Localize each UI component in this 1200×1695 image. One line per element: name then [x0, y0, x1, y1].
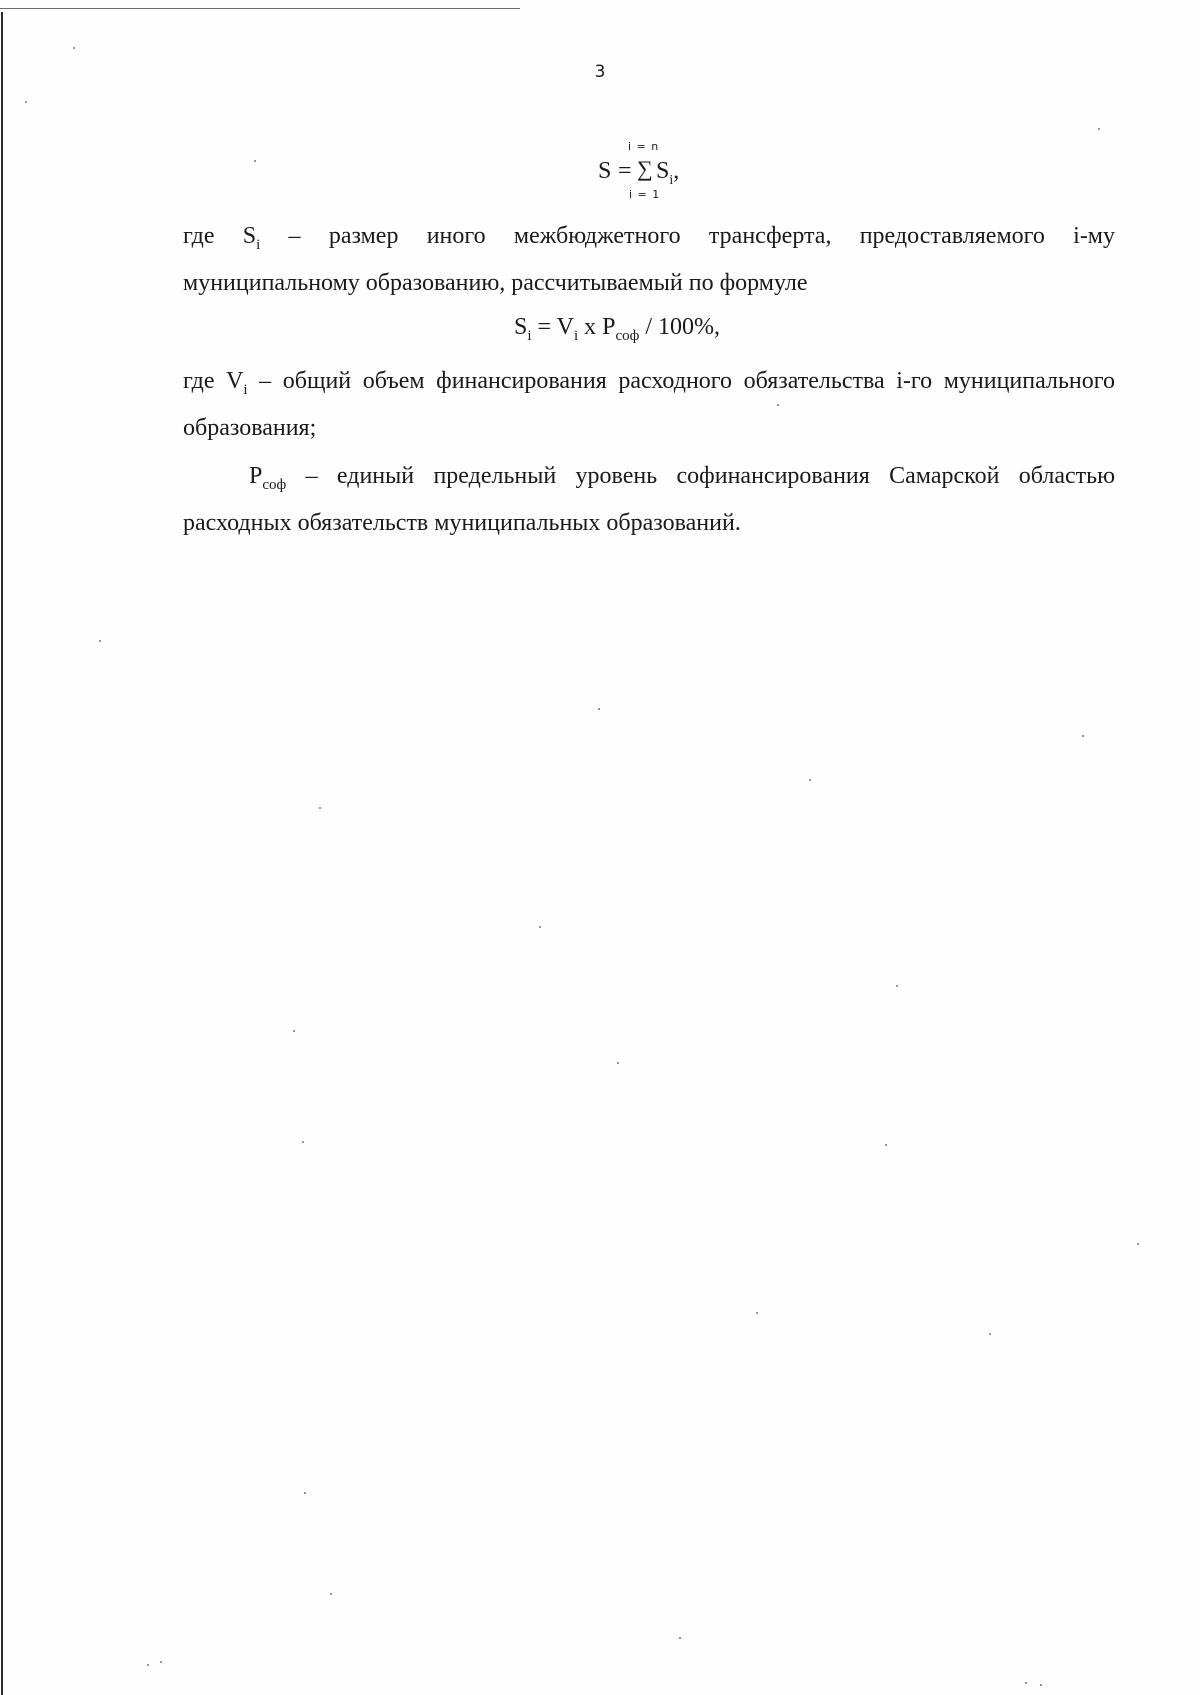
scan-speck: [617, 1062, 619, 1064]
scan-speck: [1137, 1243, 1139, 1245]
sum-formula-lhs: S: [598, 158, 612, 184]
scan-speck: [25, 101, 27, 103]
scan-speck: [254, 160, 256, 162]
scan-speck: [679, 1637, 681, 1639]
scan-speck: [302, 1141, 304, 1143]
page-number: 3: [594, 62, 606, 82]
sigma-symbol: ∑: [637, 156, 653, 181]
scan-speck: [99, 640, 101, 642]
scan-speck: [1082, 735, 1084, 737]
scan-speck: [896, 985, 898, 987]
scan-speck: [756, 1312, 758, 1314]
sum-formula-equals: =: [618, 158, 632, 184]
scan-speck: [319, 807, 321, 809]
sum-formula-upper-limit: i = n: [628, 140, 660, 153]
scan-speck: [598, 708, 600, 710]
scan-speck: [304, 1492, 306, 1494]
sum-formula: [0, 140, 1200, 210]
scan-speck: [160, 1661, 162, 1663]
sum-formula-lower-limit: i = 1: [629, 188, 661, 201]
scan-speck: [885, 1144, 887, 1146]
scan-edge-left: [1, 12, 3, 1695]
scan-speck: [539, 926, 541, 928]
paragraph-psof-definition: $P_{соф}$ – единый предельный уровень софинансирования Самарской областью расходных обязательств муниципальных образований.: [183, 463, 1115, 536]
paragraph-vi-definition: где $V_i$ – общий объем финансирования расходного обязательства i-го муниципального образования;: [183, 368, 1115, 441]
scan-speck: [330, 1593, 332, 1595]
paragraph-si-definition: где $S_i$ – размер иного межбюджетного трансферта, предоставляемого i-му муниципальному образованию, рассчитываемый по формуле: [183, 223, 1115, 296]
scan-speck: [777, 404, 779, 406]
scan-speck: [1025, 1682, 1027, 1684]
scan-speck: [809, 779, 811, 781]
scan-speck: [1098, 128, 1100, 130]
si-formula: $S_i = V_i$ x $P_{соф} / 100\%$,: [513, 314, 721, 344]
scan-speck: [73, 47, 75, 49]
scan-edge-top: [0, 8, 520, 9]
scan-speck: [293, 1030, 295, 1032]
scan-speck: [147, 1664, 149, 1666]
sum-formula-term: $S_i$,: [656, 158, 680, 188]
scan-speck: [989, 1333, 991, 1335]
scan-speck: [1040, 1684, 1042, 1686]
